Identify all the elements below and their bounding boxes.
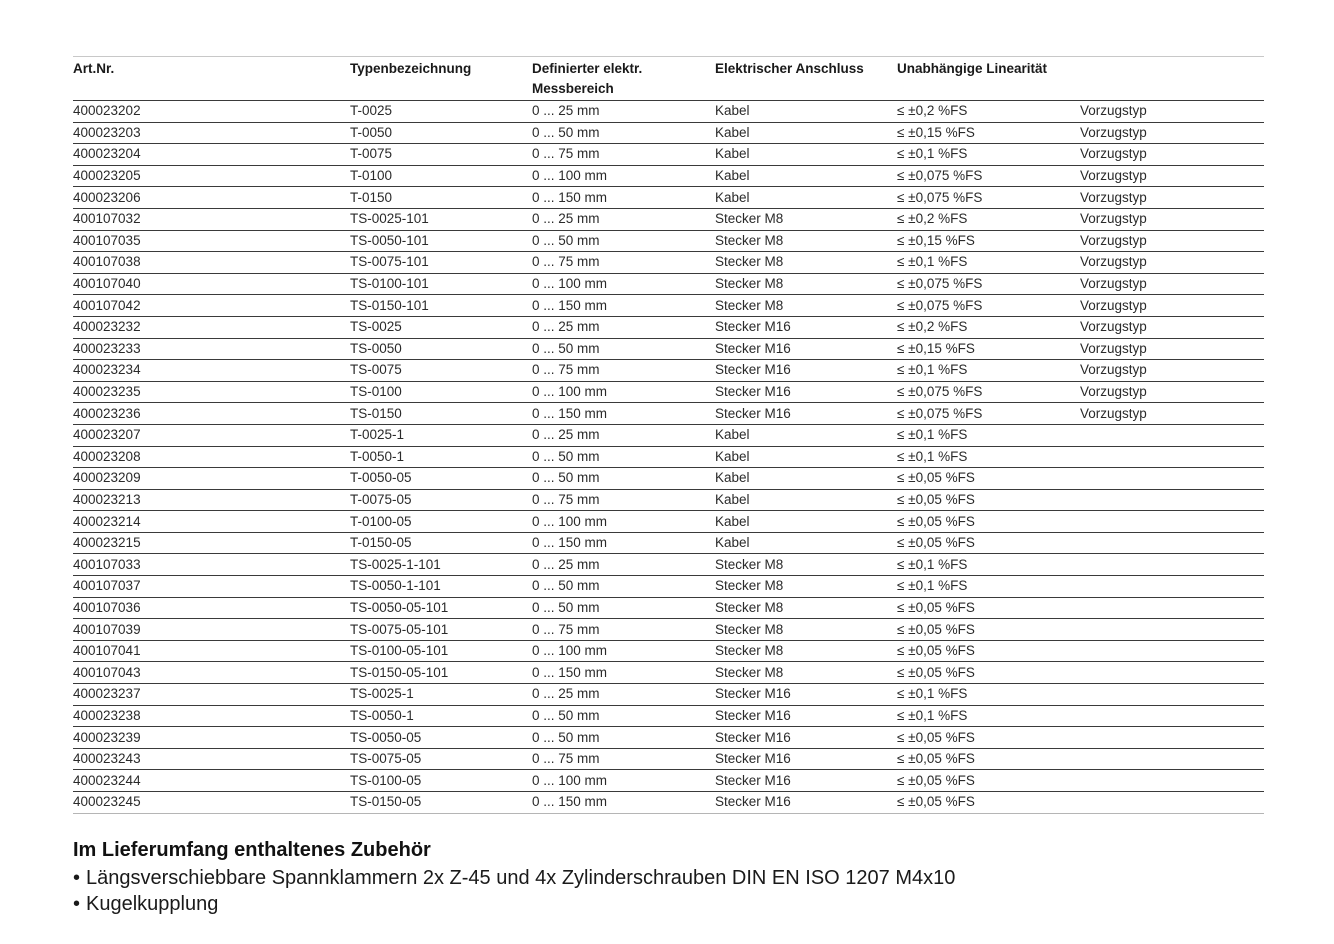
- cell-typenbezeichnung: TS-0075: [350, 362, 402, 378]
- table-row: [73, 187, 1264, 209]
- cell-bemerkung: [1080, 576, 1264, 598]
- table-row: [73, 532, 1264, 554]
- cell-art-nr: 400023214: [73, 513, 141, 529]
- table-row: [73, 576, 1264, 598]
- cell-anschluss: Kabel: [715, 103, 750, 119]
- cell-typenbezeichnung: TS-0025-1: [350, 686, 414, 702]
- cell-bemerkung: [1080, 662, 1264, 684]
- table-row: [73, 705, 1264, 727]
- cell-typenbezeichnung: TS-0150: [350, 405, 402, 421]
- cell-art-nr: 400023237: [73, 686, 141, 702]
- cell-bemerkung: Vorzugstyp: [1080, 297, 1147, 313]
- cell-messbereich: 0 ... 75 mm: [532, 254, 600, 270]
- table-row: [73, 252, 1264, 274]
- table-row: [73, 662, 1264, 684]
- cell-anschluss: Stecker M16: [715, 707, 791, 723]
- cell-messbereich: 0 ... 75 mm: [532, 491, 600, 507]
- cell-art-nr: 400107039: [73, 621, 141, 637]
- table-row: [73, 338, 1264, 360]
- cell-messbereich: 0 ... 150 mm: [532, 189, 608, 205]
- cell-linearitaet: ≤ ±0,05 %FS: [897, 535, 975, 551]
- cell-messbereich: 0 ... 50 mm: [532, 340, 600, 356]
- cell-typenbezeichnung: T-0050-05: [350, 470, 412, 486]
- cell-art-nr: 400023234: [73, 362, 141, 378]
- column-header-art-nr: [73, 57, 350, 101]
- cell-art-nr: 400023215: [73, 535, 141, 551]
- cell-linearitaet: ≤ ±0,2 %FS: [897, 103, 968, 119]
- cell-anschluss: Stecker M8: [715, 297, 784, 313]
- cell-linearitaet: ≤ ±0,075 %FS: [897, 405, 983, 421]
- cell-art-nr: 400023213: [73, 491, 141, 507]
- cell-bemerkung: [1080, 554, 1264, 576]
- cell-typenbezeichnung: TS-0150-05: [350, 794, 422, 810]
- table-row: [73, 619, 1264, 641]
- cell-anschluss: Stecker M16: [715, 340, 791, 356]
- cell-typenbezeichnung: TS-0075-101: [350, 254, 429, 270]
- cell-art-nr: 400023232: [73, 319, 141, 335]
- table-row: [73, 273, 1264, 295]
- cell-messbereich: 0 ... 25 mm: [532, 319, 600, 335]
- cell-bemerkung: [1080, 619, 1264, 641]
- cell-messbereich: 0 ... 50 mm: [532, 578, 600, 594]
- cell-anschluss: Stecker M16: [715, 686, 791, 702]
- cell-messbereich: 0 ... 50 mm: [532, 599, 600, 615]
- cell-anschluss: Kabel: [715, 189, 750, 205]
- cell-messbereich: 0 ... 75 mm: [532, 751, 600, 767]
- cell-art-nr: 400023233: [73, 340, 141, 356]
- cell-art-nr: 400107036: [73, 599, 141, 615]
- cell-art-nr: 400023203: [73, 124, 141, 140]
- cell-anschluss: Stecker M16: [715, 729, 791, 745]
- cell-typenbezeichnung: TS-0050-1: [350, 707, 414, 723]
- cell-messbereich: 0 ... 50 mm: [532, 124, 600, 140]
- cell-messbereich: 0 ... 100 mm: [532, 168, 608, 184]
- cell-anschluss: Kabel: [715, 513, 750, 529]
- cell-typenbezeichnung: T-0050-1: [350, 448, 405, 464]
- column-header-anschluss: [715, 57, 897, 101]
- cell-messbereich: 0 ... 150 mm: [532, 405, 608, 421]
- column-header-line: Definierter elektr.: [532, 61, 643, 76]
- cell-anschluss: Stecker M16: [715, 319, 791, 335]
- cell-art-nr: 400023235: [73, 384, 141, 400]
- cell-art-nr: 400107035: [73, 232, 141, 248]
- cell-linearitaet: ≤ ±0,1 %FS: [897, 448, 968, 464]
- cell-typenbezeichnung: TS-0050-1-101: [350, 578, 441, 594]
- cell-typenbezeichnung: T-0100-05: [350, 513, 412, 529]
- cell-linearitaet: ≤ ±0,05 %FS: [897, 491, 975, 507]
- cell-linearitaet: ≤ ±0,075 %FS: [897, 297, 983, 313]
- cell-bemerkung: [1080, 705, 1264, 727]
- cell-typenbezeichnung: T-0025: [350, 103, 393, 119]
- cell-bemerkung: [1080, 511, 1264, 533]
- product-table-container: [73, 56, 1264, 814]
- table-row: [73, 101, 1264, 123]
- table-row: [73, 316, 1264, 338]
- cell-bemerkung: [1080, 748, 1264, 770]
- cell-art-nr: 400023209: [73, 470, 141, 486]
- cell-linearitaet: ≤ ±0,05 %FS: [897, 599, 975, 615]
- cell-anschluss: Kabel: [715, 535, 750, 551]
- cell-linearitaet: ≤ ±0,1 %FS: [897, 556, 968, 572]
- cell-art-nr: 400023244: [73, 772, 141, 788]
- cell-messbereich: 0 ... 150 mm: [532, 535, 608, 551]
- cell-bemerkung: [1080, 468, 1264, 490]
- cell-art-nr: 400107032: [73, 211, 141, 227]
- cell-anschluss: Kabel: [715, 491, 750, 507]
- cell-messbereich: 0 ... 50 mm: [532, 448, 600, 464]
- cell-typenbezeichnung: TS-0100-101: [350, 276, 429, 292]
- cell-bemerkung: [1080, 446, 1264, 468]
- cell-art-nr: 400023245: [73, 794, 141, 810]
- cell-linearitaet: ≤ ±0,15 %FS: [897, 124, 975, 140]
- accessories-item: [73, 865, 955, 891]
- cell-anschluss: Stecker M8: [715, 664, 784, 680]
- cell-art-nr: 400023238: [73, 707, 141, 723]
- cell-typenbezeichnung: TS-0100-05: [350, 772, 422, 788]
- cell-typenbezeichnung: T-0075-05: [350, 491, 412, 507]
- cell-anschluss: Stecker M8: [715, 211, 784, 227]
- table-row: [73, 748, 1264, 770]
- table-row: [73, 424, 1264, 446]
- cell-messbereich: 0 ... 100 mm: [532, 384, 608, 400]
- cell-bemerkung: Vorzugstyp: [1080, 103, 1147, 119]
- column-header-line: Messbereich: [532, 81, 614, 96]
- table-row: [73, 295, 1264, 317]
- bullet-icon: •: [73, 867, 81, 889]
- column-header-typenbezeichnung: [350, 57, 532, 101]
- cell-messbereich: 0 ... 25 mm: [532, 103, 600, 119]
- cell-anschluss: Stecker M8: [715, 643, 784, 659]
- cell-messbereich: 0 ... 50 mm: [532, 729, 600, 745]
- cell-bemerkung: Vorzugstyp: [1080, 211, 1147, 227]
- cell-linearitaet: ≤ ±0,075 %FS: [897, 384, 983, 400]
- cell-linearitaet: ≤ ±0,05 %FS: [897, 729, 975, 745]
- accessories-list: [73, 865, 955, 917]
- cell-typenbezeichnung: TS-0050-05-101: [350, 599, 449, 615]
- table-row: [73, 165, 1264, 187]
- cell-art-nr: 400023202: [73, 103, 141, 119]
- cell-typenbezeichnung: TS-0050-05: [350, 729, 422, 745]
- cell-anschluss: Stecker M8: [715, 621, 784, 637]
- cell-art-nr: 400023206: [73, 189, 141, 205]
- cell-messbereich: 0 ... 100 mm: [532, 513, 608, 529]
- cell-art-nr: 400107037: [73, 578, 141, 594]
- cell-linearitaet: ≤ ±0,05 %FS: [897, 772, 975, 788]
- table-row: [73, 597, 1264, 619]
- cell-bemerkung: [1080, 424, 1264, 446]
- column-header-line: Typenbezeichnung: [350, 61, 472, 76]
- cell-linearitaet: ≤ ±0,1 %FS: [897, 578, 968, 594]
- cell-bemerkung: Vorzugstyp: [1080, 189, 1147, 205]
- cell-linearitaet: ≤ ±0,1 %FS: [897, 146, 968, 162]
- cell-linearitaet: ≤ ±0,05 %FS: [897, 513, 975, 529]
- cell-art-nr: 400023208: [73, 448, 141, 464]
- column-header-bemerkung: [1080, 57, 1264, 101]
- cell-anschluss: Kabel: [715, 470, 750, 486]
- table-row: [73, 770, 1264, 792]
- column-header-messbereich: [532, 57, 715, 101]
- table-row: [73, 230, 1264, 252]
- cell-linearitaet: ≤ ±0,1 %FS: [897, 686, 968, 702]
- cell-typenbezeichnung: TS-0050-101: [350, 232, 429, 248]
- accessories-item: [73, 891, 955, 917]
- cell-anschluss: Stecker M16: [715, 405, 791, 421]
- cell-typenbezeichnung: TS-0075-05: [350, 751, 422, 767]
- cell-art-nr: 400107042: [73, 297, 141, 313]
- cell-linearitaet: ≤ ±0,1 %FS: [897, 254, 968, 270]
- cell-bemerkung: Vorzugstyp: [1080, 146, 1147, 162]
- cell-art-nr: 400023236: [73, 405, 141, 421]
- cell-linearitaet: ≤ ±0,075 %FS: [897, 189, 983, 205]
- cell-messbereich: 0 ... 100 mm: [532, 772, 608, 788]
- table-row: [73, 403, 1264, 425]
- cell-typenbezeichnung: T-0050: [350, 124, 393, 140]
- cell-bemerkung: Vorzugstyp: [1080, 124, 1147, 140]
- cell-anschluss: Kabel: [715, 124, 750, 140]
- table-row: [73, 360, 1264, 382]
- cell-typenbezeichnung: TS-0025: [350, 319, 402, 335]
- cell-messbereich: 0 ... 100 mm: [532, 276, 608, 292]
- cell-anschluss: Stecker M8: [715, 578, 784, 594]
- cell-art-nr: 400023205: [73, 168, 141, 184]
- cell-messbereich: 0 ... 25 mm: [532, 211, 600, 227]
- table-row: [73, 468, 1264, 490]
- bullet-icon: •: [73, 893, 81, 915]
- cell-linearitaet: ≤ ±0,05 %FS: [897, 621, 975, 637]
- cell-typenbezeichnung: TS-0025-101: [350, 211, 429, 227]
- cell-messbereich: 0 ... 75 mm: [532, 362, 600, 378]
- cell-bemerkung: Vorzugstyp: [1080, 232, 1147, 248]
- cell-anschluss: Kabel: [715, 427, 750, 443]
- cell-linearitaet: ≤ ±0,1 %FS: [897, 362, 968, 378]
- table-row: [73, 381, 1264, 403]
- cell-bemerkung: [1080, 684, 1264, 706]
- column-header-linearitaet: [897, 57, 1080, 101]
- cell-anschluss: Stecker M16: [715, 751, 791, 767]
- cell-linearitaet: ≤ ±0,1 %FS: [897, 427, 968, 443]
- accessories-section: [73, 837, 955, 917]
- cell-typenbezeichnung: TS-0075-05-101: [350, 621, 449, 637]
- cell-messbereich: 0 ... 50 mm: [532, 232, 600, 248]
- cell-anschluss: Stecker M8: [715, 556, 784, 572]
- cell-bemerkung: [1080, 640, 1264, 662]
- table-header-row: [73, 57, 1264, 101]
- accessories-title: Im Lieferumfang enthaltenes Zubehör: [73, 839, 431, 861]
- cell-linearitaet: ≤ ±0,2 %FS: [897, 211, 968, 227]
- cell-bemerkung: Vorzugstyp: [1080, 168, 1147, 184]
- cell-typenbezeichnung: TS-0150-05-101: [350, 664, 449, 680]
- cell-linearitaet: ≤ ±0,15 %FS: [897, 340, 975, 356]
- cell-linearitaet: ≤ ±0,05 %FS: [897, 470, 975, 486]
- cell-anschluss: Kabel: [715, 448, 750, 464]
- column-header-line: Unabhängige Linearität: [897, 61, 1048, 76]
- table-row: [73, 684, 1264, 706]
- table-row: [73, 640, 1264, 662]
- cell-linearitaet: ≤ ±0,05 %FS: [897, 664, 975, 680]
- cell-anschluss: Stecker M8: [715, 599, 784, 615]
- cell-art-nr: 400107033: [73, 556, 141, 572]
- cell-linearitaet: ≤ ±0,075 %FS: [897, 276, 983, 292]
- cell-bemerkung: Vorzugstyp: [1080, 340, 1147, 356]
- cell-bemerkung: [1080, 792, 1264, 814]
- cell-messbereich: 0 ... 75 mm: [532, 621, 600, 637]
- cell-typenbezeichnung: T-0100: [350, 168, 393, 184]
- cell-linearitaet: ≤ ±0,05 %FS: [897, 751, 975, 767]
- cell-anschluss: Kabel: [715, 168, 750, 184]
- table-row: [73, 144, 1264, 166]
- cell-typenbezeichnung: T-0025-1: [350, 427, 405, 443]
- cell-messbereich: 0 ... 150 mm: [532, 297, 608, 313]
- cell-messbereich: 0 ... 25 mm: [532, 556, 600, 572]
- column-header-line: Elektrischer Anschluss: [715, 61, 864, 76]
- product-table: [73, 56, 1264, 814]
- cell-messbereich: 0 ... 25 mm: [532, 427, 600, 443]
- cell-anschluss: Stecker M8: [715, 276, 784, 292]
- cell-anschluss: Stecker M16: [715, 362, 791, 378]
- table-row: [73, 792, 1264, 814]
- accessories-item-text: Längsverschiebbare Spannklammern 2x Z-45 und 4x Zylinderschrauben DIN EN ISO 1207 M4x10: [86, 867, 956, 889]
- cell-anschluss: Stecker M16: [715, 794, 791, 810]
- table-row: [73, 122, 1264, 144]
- table-row: [73, 554, 1264, 576]
- cell-anschluss: Stecker M16: [715, 772, 791, 788]
- cell-typenbezeichnung: T-0150: [350, 189, 393, 205]
- cell-linearitaet: ≤ ±0,05 %FS: [897, 643, 975, 659]
- cell-typenbezeichnung: T-0150-05: [350, 535, 412, 551]
- cell-messbereich: 0 ... 150 mm: [532, 664, 608, 680]
- cell-art-nr: 400023207: [73, 427, 141, 443]
- cell-anschluss: Kabel: [715, 146, 750, 162]
- cell-linearitaet: ≤ ±0,1 %FS: [897, 707, 968, 723]
- cell-anschluss: Stecker M16: [715, 384, 791, 400]
- cell-typenbezeichnung: TS-0025-1-101: [350, 556, 441, 572]
- cell-bemerkung: Vorzugstyp: [1080, 405, 1147, 421]
- cell-bemerkung: [1080, 597, 1264, 619]
- cell-anschluss: Stecker M8: [715, 254, 784, 270]
- cell-bemerkung: Vorzugstyp: [1080, 254, 1147, 270]
- cell-bemerkung: Vorzugstyp: [1080, 319, 1147, 335]
- cell-messbereich: 0 ... 75 mm: [532, 146, 600, 162]
- cell-bemerkung: [1080, 532, 1264, 554]
- accessories-item-text: Kugelkupplung: [86, 893, 219, 915]
- column-header-line: Art.Nr.: [73, 61, 115, 76]
- cell-typenbezeichnung: TS-0100: [350, 384, 402, 400]
- cell-linearitaet: ≤ ±0,15 %FS: [897, 232, 975, 248]
- cell-linearitaet: ≤ ±0,075 %FS: [897, 168, 983, 184]
- cell-bemerkung: Vorzugstyp: [1080, 362, 1147, 378]
- cell-linearitaet: ≤ ±0,05 %FS: [897, 794, 975, 810]
- cell-messbereich: 0 ... 150 mm: [532, 794, 608, 810]
- cell-bemerkung: [1080, 489, 1264, 511]
- cell-art-nr: 400107043: [73, 664, 141, 680]
- table-row: [73, 446, 1264, 468]
- cell-typenbezeichnung: TS-0150-101: [350, 297, 429, 313]
- cell-art-nr: 400107038: [73, 254, 141, 270]
- cell-typenbezeichnung: T-0075: [350, 146, 393, 162]
- cell-typenbezeichnung: TS-0050: [350, 340, 402, 356]
- cell-art-nr: 400023239: [73, 729, 141, 745]
- cell-messbereich: 0 ... 50 mm: [532, 707, 600, 723]
- table-row: [73, 489, 1264, 511]
- table-body: [73, 101, 1264, 814]
- cell-bemerkung: [1080, 770, 1264, 792]
- cell-messbereich: 0 ... 50 mm: [532, 470, 600, 486]
- table-row: [73, 511, 1264, 533]
- cell-art-nr: 400023243: [73, 751, 141, 767]
- table-row: [73, 727, 1264, 749]
- cell-bemerkung: Vorzugstyp: [1080, 384, 1147, 400]
- cell-messbereich: 0 ... 25 mm: [532, 686, 600, 702]
- cell-typenbezeichnung: TS-0100-05-101: [350, 643, 449, 659]
- table-row: [73, 208, 1264, 230]
- cell-art-nr: 400107041: [73, 643, 141, 659]
- cell-bemerkung: Vorzugstyp: [1080, 276, 1147, 292]
- cell-anschluss: Stecker M8: [715, 232, 784, 248]
- cell-art-nr: 400107040: [73, 276, 141, 292]
- cell-art-nr: 400023204: [73, 146, 141, 162]
- cell-linearitaet: ≤ ±0,2 %FS: [897, 319, 968, 335]
- cell-messbereich: 0 ... 100 mm: [532, 643, 608, 659]
- cell-bemerkung: [1080, 727, 1264, 749]
